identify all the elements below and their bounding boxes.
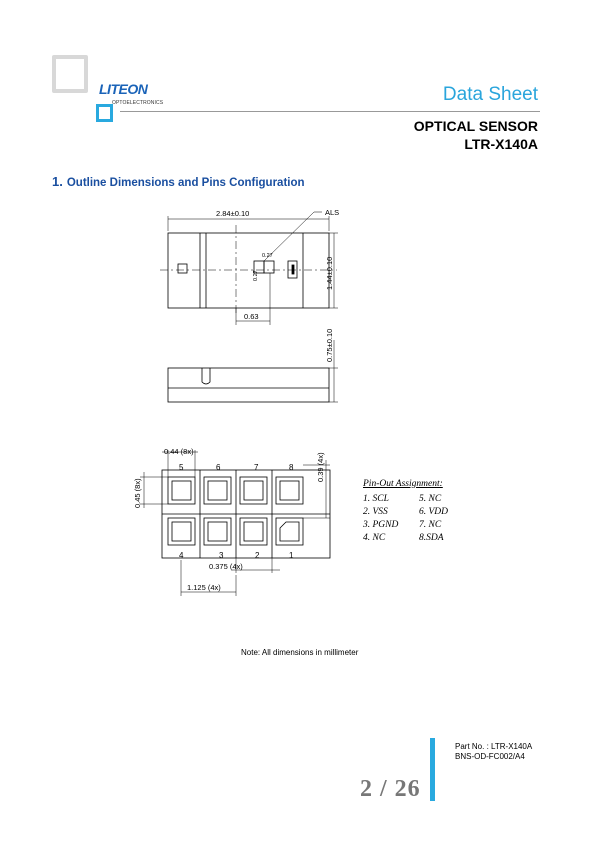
dim-pad-pitch-v: 0.39 (4x) bbox=[316, 452, 325, 482]
pinout-row bbox=[363, 493, 475, 506]
part-number: Part No. : LTR-X140A bbox=[455, 742, 533, 751]
dim-top-width: 2.84±0.10 bbox=[216, 209, 250, 218]
pin-number: 5 bbox=[179, 463, 184, 472]
pin-cell: 5. NC bbox=[419, 494, 442, 504]
pin-cell: 4. NC bbox=[363, 533, 386, 543]
dim-offset: 0.63 bbox=[244, 312, 259, 321]
product-part: LTR-X140A bbox=[464, 136, 538, 152]
footer-accent-bar bbox=[430, 738, 435, 801]
page-number: 2 / 26 bbox=[360, 776, 421, 802]
pinout-row bbox=[363, 532, 475, 545]
dim-small-b: 0.27 bbox=[253, 270, 259, 281]
pinout-row bbox=[363, 506, 475, 519]
pin-number: 4 bbox=[179, 551, 184, 560]
pin-cell: 2. VSS bbox=[363, 507, 388, 517]
pin-cell: 7. NC bbox=[419, 520, 442, 530]
brand-subtitle: OPTOELECTRONICS bbox=[112, 100, 164, 106]
pin-number: 1 bbox=[289, 551, 294, 560]
pin-number: 2 bbox=[255, 551, 260, 560]
pin-number: 8 bbox=[289, 463, 294, 472]
dim-top-height: 1.44±0.10 bbox=[325, 256, 334, 290]
section-number: 1. bbox=[52, 174, 63, 189]
als-label: ALS bbox=[325, 208, 340, 217]
pin-cell: 3. PGND bbox=[363, 520, 399, 530]
product-category: OPTICAL SENSOR bbox=[413, 118, 538, 134]
pinout-row bbox=[363, 519, 475, 532]
pin-cell: 6. VDD bbox=[419, 507, 449, 517]
document-number: BNS-OD-FC002/A4 bbox=[455, 752, 525, 761]
top-view-body bbox=[168, 233, 329, 308]
dim-pad-width: 0.44 (8x) bbox=[164, 447, 194, 456]
dim-pad-height: 0.45 (8x) bbox=[133, 478, 142, 508]
pinout-assignment bbox=[363, 478, 475, 545]
dim-pitch-outer: 1.125 (4x) bbox=[187, 583, 221, 592]
pin-numbers bbox=[179, 463, 294, 560]
pin-cell: 8.SDA bbox=[419, 533, 444, 543]
side-view-body bbox=[168, 368, 329, 402]
pad-array bbox=[168, 477, 303, 545]
pinout-title: Pin-Out Assignment: bbox=[363, 479, 443, 489]
dim-pitch-inner: 0.375 (4x) bbox=[209, 562, 243, 571]
pin-cell: 1. SCL bbox=[363, 494, 389, 504]
doc-type-title: Data Sheet bbox=[442, 84, 538, 105]
pin-number: 6 bbox=[216, 463, 221, 472]
dim-side-height: 0.75±0.10 bbox=[325, 328, 334, 362]
dim-small-a: 0.27 bbox=[262, 253, 273, 259]
pin-number: 7 bbox=[254, 463, 259, 472]
brand-logo: LITEON bbox=[99, 81, 148, 97]
dimension-note: Note: All dimensions in millimeter bbox=[241, 648, 359, 657]
footer-part-info bbox=[455, 742, 532, 762]
pin-number: 3 bbox=[219, 551, 224, 560]
section-title: Outline Dimensions and Pins Configuration bbox=[66, 177, 305, 189]
